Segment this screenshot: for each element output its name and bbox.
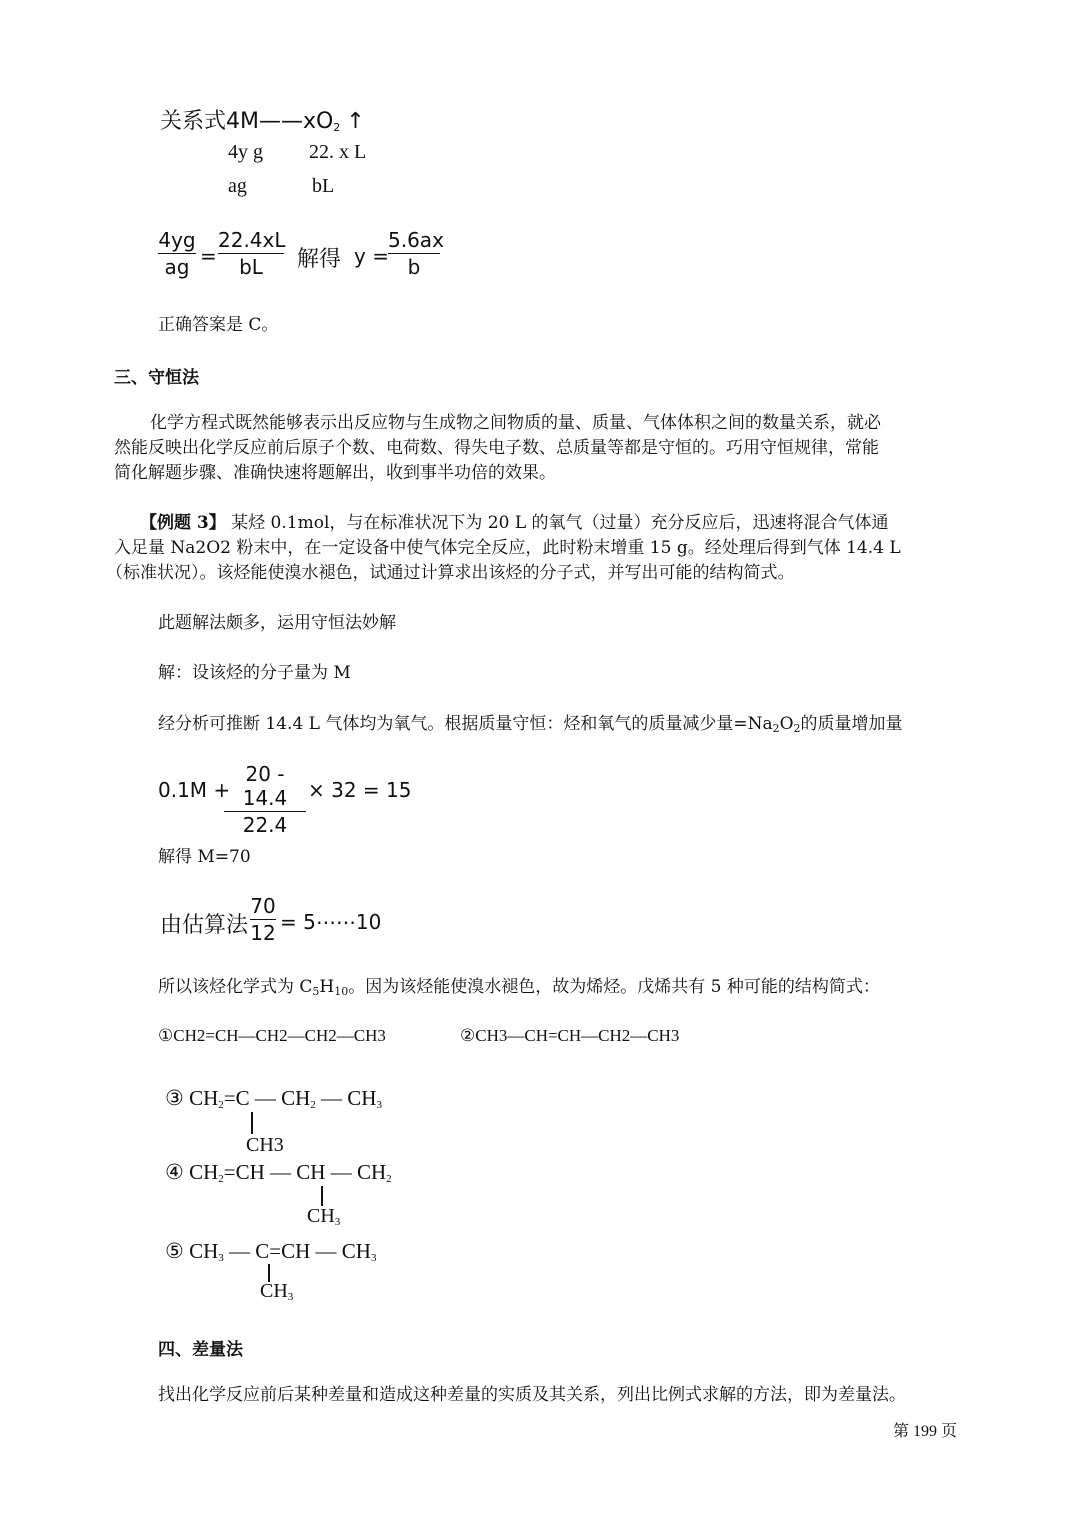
- example3-line1: 【例题 3】 某烃 0.1mol，与在标准状况下为 20 L 的氧气（过量）充分反应后，迅速将混合气体通: [140, 513, 889, 533]
- estimation-result: = 5⋯⋯10: [280, 910, 382, 934]
- proportion-fraction-1: 4yg ag: [158, 228, 196, 279]
- solution-intro: 此题解法颇多，运用守恒法妙解: [158, 613, 396, 633]
- mass-eq-fraction: 20 - 14.4 22.4: [224, 762, 306, 837]
- relation-row2-left: ag: [228, 175, 247, 197]
- section4-text: 找出化学反应前后某种差量和造成这种差量的实质及其关系，列出比例式求解的方法，即为差量法。: [158, 1385, 906, 1405]
- structure-2: ②CH3—CH=CH—CH2—CH3: [460, 1026, 680, 1045]
- structure-4: ④ $CH_2=CH$ — CH — $CH_2$: [165, 1160, 392, 1185]
- relation-row1-right: 22. x L: [309, 141, 367, 163]
- solution-analysis: 经分析可推断 14.4 L 气体均为氧气。根据质量守恒：烃和氧气的质量减少量$=Na_2O_2$的质量增加量: [158, 714, 903, 735]
- solution-result: 解得 M=70: [158, 847, 251, 867]
- solution-formula: 所以该烃化学式为 $C_5H_{10}$。因为该烃能使溴水褪色，故为烯烃。戊烯共有 5 种可能的结构简式：: [158, 977, 880, 998]
- up-arrow-icon: ↑: [346, 109, 365, 134]
- structure-3-branch: CH3: [246, 1134, 284, 1156]
- structure-5: ⑤ $CH_3$ — C=CH — $CH_3$: [165, 1239, 377, 1264]
- relation-row2-right: bL: [312, 175, 335, 197]
- solution-let: 解：设该烃的分子量为 M: [158, 663, 351, 683]
- proportion-fraction-3: 5.6ax b: [388, 228, 444, 279]
- structure-3-bond: [251, 1112, 253, 1134]
- example3-line2: 入足量 Na2O2 粉末中，在一定设备中使气体完全反应，此时粉末增重 15 g。经处理后得到气体 14.4 L: [114, 538, 901, 558]
- estimation-label: 由估算法: [160, 913, 249, 938]
- section3-heading: 三、守恒法: [114, 368, 199, 388]
- structure-4-bond: [321, 1186, 323, 1206]
- section4-heading: 四、差量法: [158, 1340, 243, 1360]
- example3-line3: （标准状况）。该烃能使溴水褪色，试通过计算求出该烃的分子式，并写出可能的结构简式。: [106, 563, 795, 583]
- section3-intro-line2: 然能反映出化学反应前后原子个数、电荷数、得失电子数、总质量等都是守恒的。巧用守恒规律，常能: [114, 438, 879, 458]
- structure-4-branch: $CH_3$: [307, 1205, 341, 1228]
- relation-label: 关系式$4M——xO_2$ ↑: [160, 109, 365, 134]
- solve-label: 解得: [297, 247, 342, 272]
- structure-5-branch: $CH_3$: [260, 1280, 294, 1303]
- answer-text: 正确答案是 C。: [158, 315, 279, 335]
- section3-intro-line1: 化学方程式既然能够表示出反应物与生成物之间物质的量、质量、气体体积之间的数量关系，就必: [150, 413, 881, 433]
- section3-intro-line3: 简化解题步骤、准确快速将题解出，收到事半功倍的效果。: [114, 463, 556, 483]
- page-number: 第 199 页: [893, 1423, 958, 1440]
- estimation-fraction: 70 12: [250, 894, 276, 945]
- mass-eq-left: 0.1M +: [158, 778, 231, 802]
- structure-3: ③ $CH_2=C$ — $CH_2$ — $CH_3$: [165, 1086, 382, 1111]
- structure-1: ①CH2=CH—CH2—CH2—CH3: [158, 1026, 386, 1045]
- proportion-fraction-2: 22.4xL bL: [218, 228, 286, 279]
- relation-row1-left: 4y g: [228, 141, 263, 163]
- example3-tag: 【例题 3】: [140, 513, 226, 533]
- mass-eq-right: × 32 = 15: [308, 778, 412, 802]
